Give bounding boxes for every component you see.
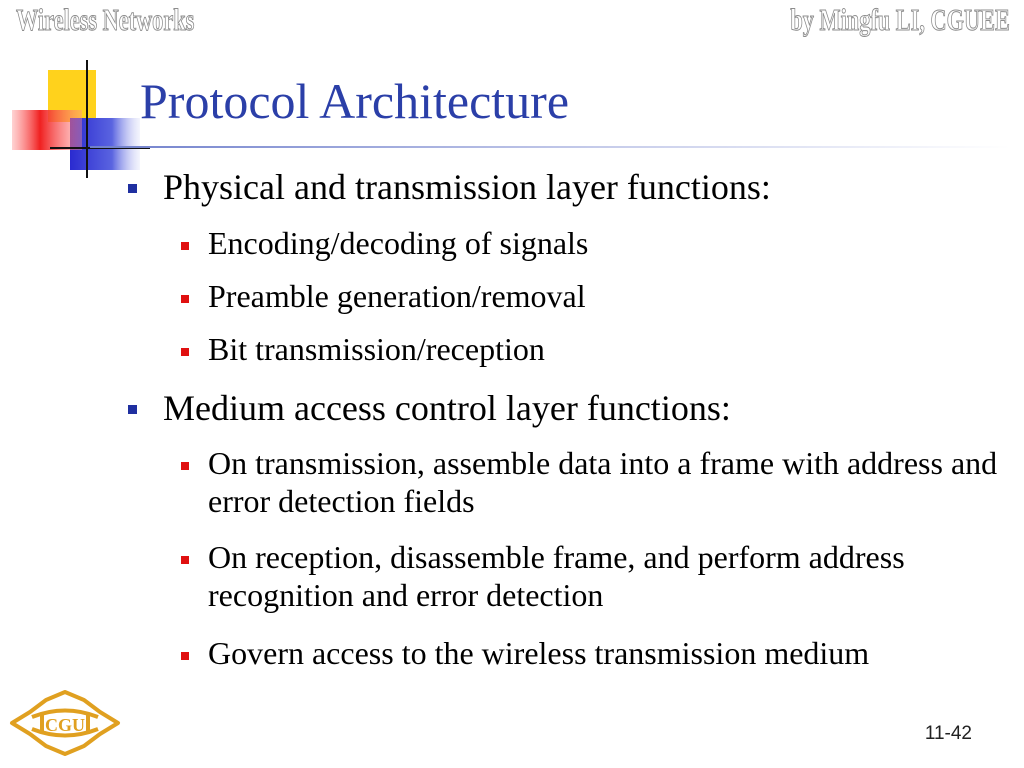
- logo-lettering: CGU: [45, 715, 85, 735]
- level1-bullet: [128, 184, 137, 193]
- level2-bullet: [181, 652, 189, 660]
- university-logo: [2, 682, 128, 764]
- bullet-level1: Medium access control layer functions:: [163, 388, 731, 428]
- level2-bullet: [181, 348, 189, 356]
- bullet-level2: Preamble generation/removal: [208, 278, 586, 314]
- bullet-level2: On reception, disassemble frame, and perform address recognition and error detection: [208, 539, 905, 613]
- level2-bullet: [181, 242, 189, 250]
- bullet-level1: Physical and transmission layer functions:: [163, 167, 771, 207]
- slide-title: Protocol Architecture: [140, 73, 570, 129]
- level2-bullet: [181, 295, 189, 303]
- slide-number: 11-42: [924, 723, 972, 744]
- level2-bullet: [181, 462, 189, 470]
- level1-bullet: [128, 405, 137, 414]
- header-author: by Mingfu LI, CGUEE: [790, 2, 1010, 37]
- bullet-level2: Govern access to the wireless transmission medium: [208, 635, 870, 671]
- corner-decoration: [0, 0, 150, 180]
- header-course-title: Wireless Networks: [16, 2, 195, 37]
- bullet-level2: On transmission, assemble data into a frame with address and error detection fields: [208, 445, 998, 519]
- bullet-level2: Encoding/decoding of signals: [208, 225, 589, 261]
- title-underline: [90, 146, 1010, 148]
- level2-bullet: [181, 556, 189, 564]
- bullet-level2: Bit transmission/reception: [208, 331, 545, 367]
